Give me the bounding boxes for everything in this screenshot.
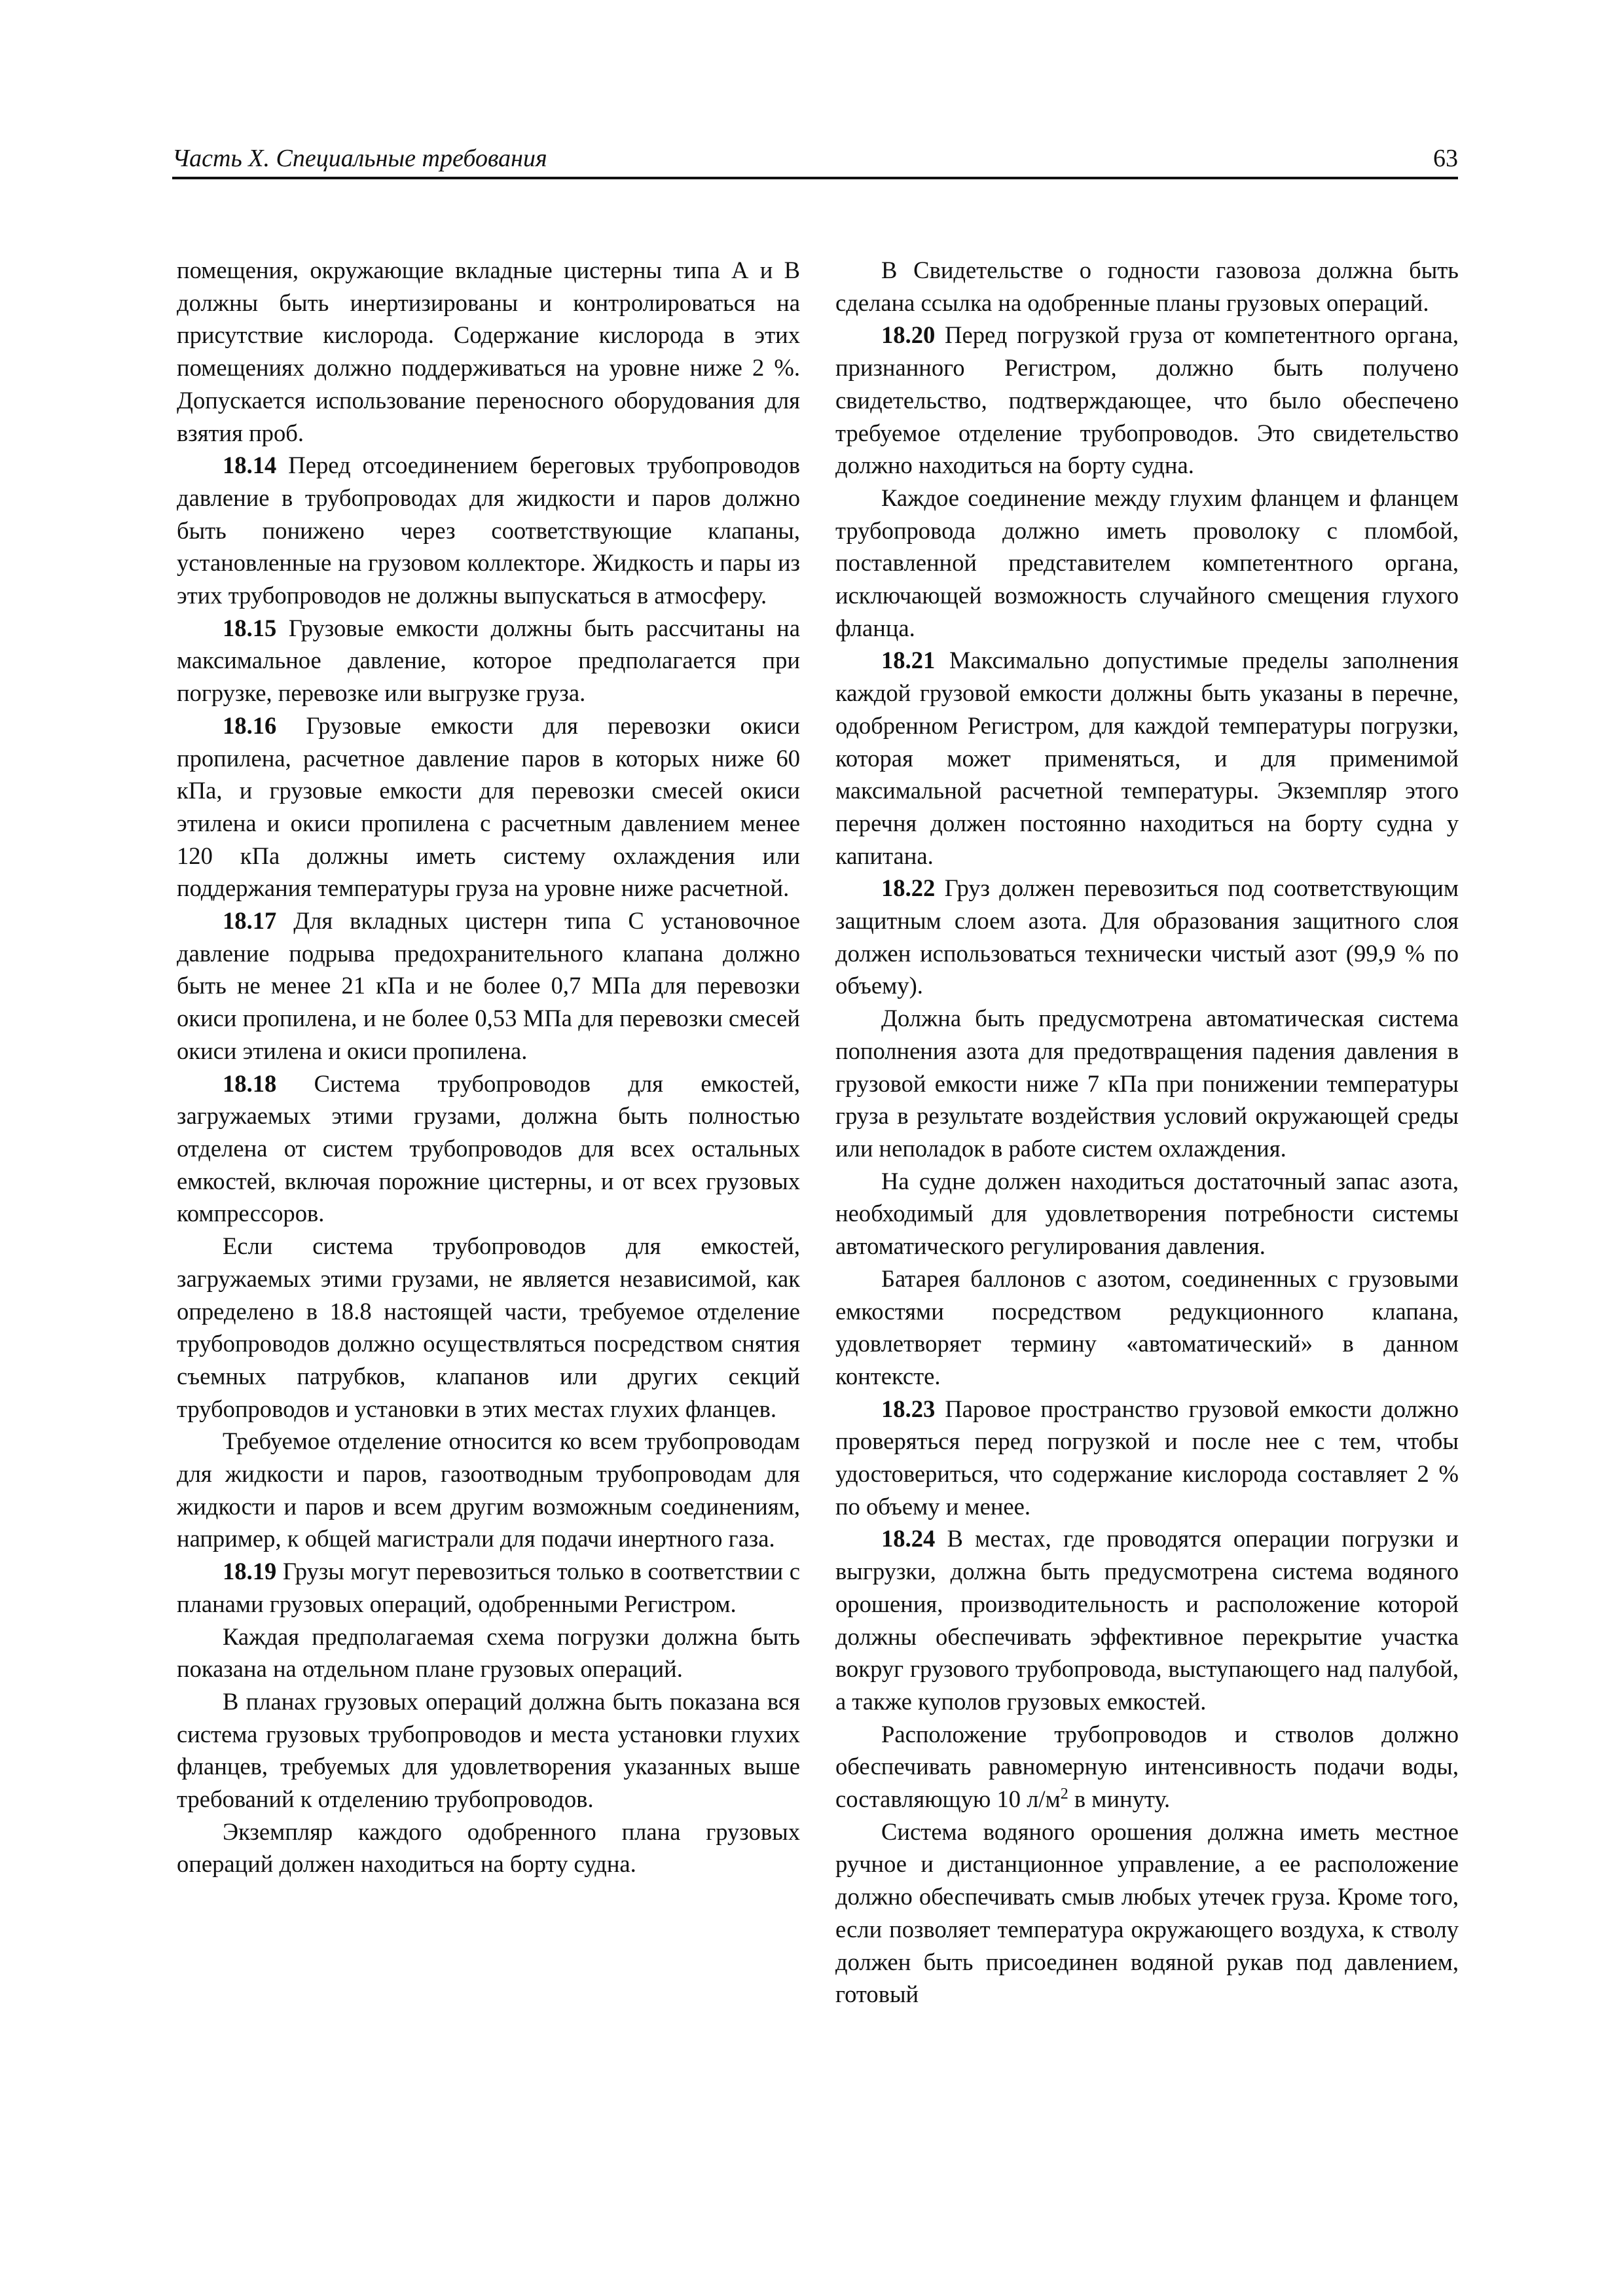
section-number: 18.18	[223, 1069, 277, 1097]
section-number: 18.23	[881, 1395, 936, 1422]
paragraph	[177, 709, 800, 905]
paragraph-text: Перед отсоединением береговых трубопроводов давление в трубопроводах для жидкости и паров должно быть понижено через соответствующие клапаны, установленные на грузовом коллекторе. Жидкость и пары из этих трубопроводов не должны выпускаться в атмосферу.	[177, 452, 800, 609]
paragraph	[177, 1816, 800, 1880]
paragraph-text: помещения, окружающие вкладные цистерны типа А и В должны быть инертизированы и контролироваться на присутствие кислорода. Содержание кислорода в этих помещениях должно поддерживаться на уровне ниже 2 %. Допускается использование переносного оборудования для взятия проб.	[177, 257, 800, 446]
paragraph	[177, 612, 800, 709]
paragraph-text: Экземпляр каждого одобренного плана грузовых операций должен находиться на борту судна.	[177, 1818, 800, 1878]
paragraph-text: Перед погрузкой груза от компетентного органа, признанного Регистром, должно быть получено свидетельство, подтверждающее, что было обеспечено требуемое отделение трубопроводов. Это свидетельство должно находиться на борту судна.	[835, 321, 1459, 479]
paragraph-text: Грузы могут перевозиться только в соответствии с планами грузовых операций, одобренными Регистром.	[177, 1558, 800, 1617]
paragraph	[835, 1522, 1459, 1717]
paragraph-text: Грузовые емкости для перевозки окиси пропилена, расчетное давление паров в которых ниже 60 кПа, и грузовые емкости для перевозки смесей окиси этилена и окиси пропилена с расчетным давлением менее 120 кПа должны иметь систему охлаждения или поддержания температуры груза на уровне ниже расчетной.	[177, 711, 800, 902]
paragraph-text: Каждое соединение между глухим фланцем и фланцем трубопровода должно иметь проволоку с пломбой, поставленной представителем компетентного органа, исключающей возможность случайного смещения глухого фланца.	[835, 484, 1459, 641]
paragraph	[835, 1816, 1459, 2011]
paragraph	[835, 872, 1459, 1002]
paragraph	[177, 1425, 800, 1555]
paragraph-text: В планах грузовых операций должна быть показана вся система грузовых трубопроводов и места установки глухих фланцев, требуемых для удовлетворения указанных выше требований к отделению трубопроводов.	[177, 1687, 800, 1813]
paragraph-text: В Свидетельстве о годности газовоза должна быть сделана ссылка на одобренные планы грузовых операций.	[835, 257, 1459, 316]
paragraph-text: Система трубопроводов для емкостей, загружаемых этими грузами, должна быть полностью отделена от систем трубопроводов для всех остальных емкостей, включая порожние цистерны, и от всех грузовых компрессоров.	[177, 1069, 800, 1227]
paragraph-text: Расположение трубопроводов и стволов должно обеспечивать равномерную интенсивность подачи воды, составляющую 10 л/м	[835, 1720, 1459, 1813]
right-column	[835, 254, 1459, 2011]
paragraph-text: Для вкладных цистерн типа С установочное давление подрыва предохранительного клапана должно быть не менее 21 кПа и не более 0,7 МПа для перевозки окиси пропилена, и не более 0,53 МПа для перевозки смесей окиси этилена и окиси пропилена.	[177, 907, 800, 1064]
paragraph-text: В местах, где проводятся операции погрузки и выгрузки, должна быть предусмотрена система водяного орошения, производительность и расположение которой должны обеспечивать эффективное перекрытие участка вокруг грузового трубопровода, выступающего над палубой, а также куполов грузовых емкостей.	[835, 1525, 1459, 1715]
paragraph	[835, 1393, 1459, 1523]
section-number: 18.21	[881, 647, 936, 674]
paragraph	[835, 1718, 1459, 1816]
paragraph	[835, 644, 1459, 872]
section-number: 18.17	[223, 907, 277, 935]
paragraph-text: Система водяного орошения должна иметь местное ручное и дистанционное управление, а ее расположение должно обеспечивать смыв любых утечек груза. Кроме того, если позволяет температура окружающего воздуха, к стволу должен быть присоединен водяной рукав под давлением, готовый	[835, 1818, 1459, 2008]
section-number: 18.15	[223, 614, 277, 641]
paragraph-text: Груз должен перевозиться под соответствующим защитным слоем азота. Для образования защитного слоя должен использоваться технически чистый азот (99,9 % по объему).	[835, 874, 1459, 999]
paragraph-text: Требуемое отделение относится ко всем трубопроводам для жидкости и паров, газоотводным трубопроводам для жидкости и паров и всем другим возможным соединениям, например, к общей магистрали для подачи инертного газа.	[177, 1427, 800, 1552]
paragraph	[835, 1002, 1459, 1165]
running-title: Часть X. Специальные требования	[172, 145, 547, 172]
paragraph	[835, 1263, 1459, 1393]
paragraph	[177, 254, 800, 449]
page-header	[172, 145, 1458, 179]
paragraph	[835, 1165, 1459, 1263]
paragraph-text: Грузовые емкости должны быть рассчитаны на максимальное давление, которое предполагается при погрузке, перевозке или выгрузке груза.	[177, 614, 800, 707]
paragraph-text: Батарея баллонов с азотом, соединенных с грузовыми емкостями посредством редукционного клапана, удовлетворяет термину «автоматический» в данном контексте.	[835, 1265, 1459, 1390]
section-number: 18.20	[881, 321, 936, 349]
paragraph-text-tail: в минуту.	[1068, 1785, 1171, 1813]
paragraph-text: Должна быть предусмотрена автоматическая система пополнения азота для предотвращения падения давления в грузовой емкости ниже 7 кПа при понижении температуры груза в результате воздействия условий окружающей среды или неполадок в работе систем охлаждения.	[835, 1005, 1459, 1162]
paragraph	[177, 905, 800, 1067]
paragraph-text: Если система трубопроводов для емкостей, загружаемых этими грузами, не является независимой, как определено в 18.8 настоящей части, требуемое отделение трубопроводов должно осуществляться посредством снятия съемных патрубков, клапанов или других секций трубопроводов и установки в этих местах глухих фланцев.	[177, 1232, 800, 1422]
left-column	[177, 254, 800, 1880]
paragraph-text: Паровое пространство грузовой емкости должно проверяться перед погрузкой и после нее с тем, чтобы удостовериться, что содержание кислорода составляет 2 % по объему и менее.	[835, 1395, 1459, 1520]
paragraph	[177, 1621, 800, 1685]
paragraph	[177, 1555, 800, 1620]
paragraph	[177, 1685, 800, 1816]
section-number: 18.14	[223, 452, 277, 479]
section-number: 18.22	[881, 874, 936, 902]
page-number: 63	[1433, 145, 1458, 172]
paragraph	[835, 482, 1459, 645]
section-number: 18.19	[223, 1558, 277, 1585]
paragraph	[177, 1067, 800, 1230]
paragraph	[177, 449, 800, 612]
section-number: 18.16	[223, 711, 277, 739]
paragraph	[835, 319, 1459, 482]
section-number: 18.24	[881, 1525, 936, 1552]
superscript: 2	[1060, 1785, 1068, 1803]
paragraph	[177, 1230, 800, 1425]
paragraph	[835, 254, 1459, 319]
paragraph-text: На судне должен находиться достаточный запас азота, необходимый для удовлетворения потребности системы автоматического регулирования давления.	[835, 1167, 1459, 1260]
paragraph-text: Максимально допустимые пределы заполнения каждой грузовой емкости должны быть указаны в перечне, одобренном Регистром, для каждой температуры погрузки, которая может применяться, и для применимой максимальной расчетной температуры. Экземпляр этого перечня должен постоянно находиться на борту судна у капитана.	[835, 647, 1459, 869]
paragraph-text: Каждая предполагаемая схема погрузки должна быть показана на отдельном плане грузовых операций.	[177, 1623, 800, 1683]
